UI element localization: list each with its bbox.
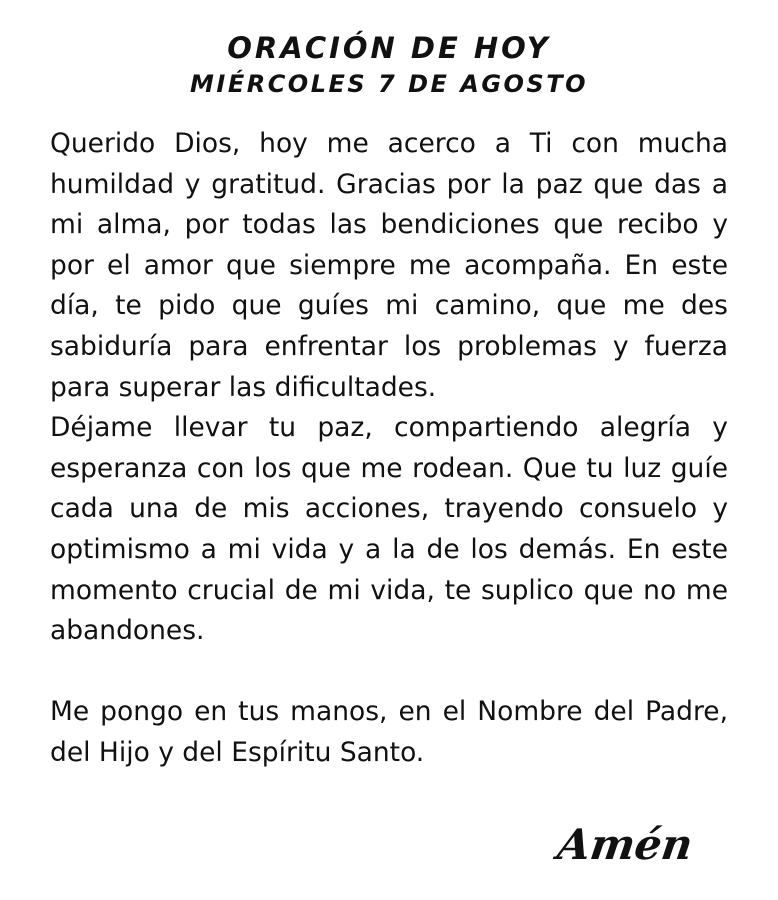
prayer-paragraph-3: Me pongo en tus manos, en el Nombre del Padre, del Hijo y del Espíritu Santo. xyxy=(50,696,728,768)
prayer-paragraph-1: Querido Dios, hoy me acerco a Ti con mucha humildad y gratitud. Gracias por la paz que das a mi alma, por todas las bendiciones que recibo y por el amor que siempre me acompaña. En este día, te pido que guíes mi camino, que me des sabiduría para enfrentar los problemas y fuerza para superar las dificultades. xyxy=(50,128,728,403)
header xyxy=(50,0,728,100)
prayer-paragraph-2: Déjame llevar tu paz, compartiendo alegría y esperanza con los que me rodean. Que tu luz guíe cada una de mis acciones, trayendo consuelo y optimismo a mi vida y a la de los demás. En este momento crucial de mi vida, te suplico que no me abandones. xyxy=(50,412,728,647)
page-title: ORACIÓN DE HOY xyxy=(227,31,551,65)
closing-signature: Amén xyxy=(554,820,696,869)
page-date: MIÉRCOLES 7 DE AGOSTO xyxy=(190,70,588,98)
